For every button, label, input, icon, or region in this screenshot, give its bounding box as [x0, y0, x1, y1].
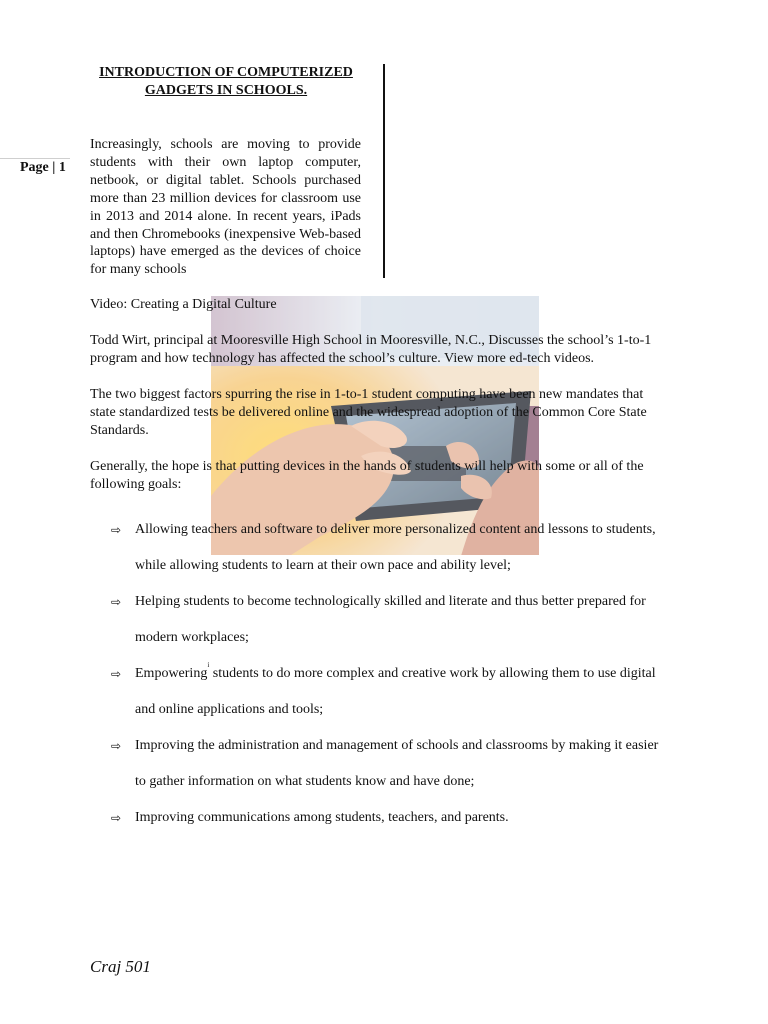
intro-paragraph: Increasingly, schools are moving to provide students with their own laptop computer, netbook, or digital tablet. Schools purchased more than 23 million devices for classroom use in 2013 and 2014 alone. In recent years, iPads and then Chromebooks (inexpensive Web-based laptops) have emerged as the devices of choice for many schools	[90, 137, 361, 278]
goal-text: Allowing teachers and software to deliver more personalized content and lessons to students, while allowing students to learn at their own pace and ability level;	[135, 522, 656, 573]
paragraph-goals-intro: Generally, the hope is that putting devices in the hands of students will help with some or all of the following goals:	[90, 459, 644, 492]
page-margin-line	[0, 158, 70, 159]
goal-text: students to do more complex and creative work by allowing them to use digital and online applications and tools;	[135, 666, 656, 717]
endnote-marker[interactable]: i	[207, 661, 210, 669]
goal-text: Improving communications among students, teachers, and parents.	[135, 810, 509, 825]
document-title: INTRODUCTION OF COMPUTERIZED GADGETS IN SCHOOLS.	[99, 65, 353, 98]
goals-list	[90, 512, 670, 836]
list-item	[111, 512, 670, 584]
goal-text: Helping students to become technologically skilled and literate and thus better prepared for modern workplaces;	[135, 594, 646, 645]
arrow-bullet-icon: ⇨	[111, 739, 122, 753]
footer-text: Craj 501	[90, 957, 151, 976]
page-number: Page | 1	[20, 160, 66, 175]
arrow-bullet-icon: ⇨	[111, 523, 122, 537]
list-item	[111, 656, 670, 728]
paragraph-todd-wirt: Todd Wirt, principal at Mooresville High School in Mooresville, N.C., Discusses the school’s 1-to-1 program and how technology has affected the school’s culture. View more ed-tech videos.	[90, 333, 652, 366]
arrow-bullet-icon: ⇨	[111, 811, 122, 825]
paragraph-factors: The two biggest factors spurring the rise in 1-to-1 student computing have been new mandates that state standardized tests be delivered online and the widespread adoption of the Common Core State Standards.	[90, 387, 647, 438]
column-divider	[383, 64, 385, 278]
arrow-bullet-icon: ⇨	[111, 595, 122, 609]
list-item	[111, 800, 670, 836]
goal-text-lead: Empowering	[135, 666, 208, 681]
list-item	[111, 584, 670, 656]
goal-text: Improving the administration and management of schools and classrooms by making it easier to gather information on what students know and have done;	[135, 738, 659, 789]
video-heading: Video: Creating a Digital Culture	[90, 297, 277, 312]
arrow-bullet-icon: ⇨	[111, 667, 122, 681]
list-item	[111, 728, 670, 800]
body-text	[90, 296, 670, 836]
